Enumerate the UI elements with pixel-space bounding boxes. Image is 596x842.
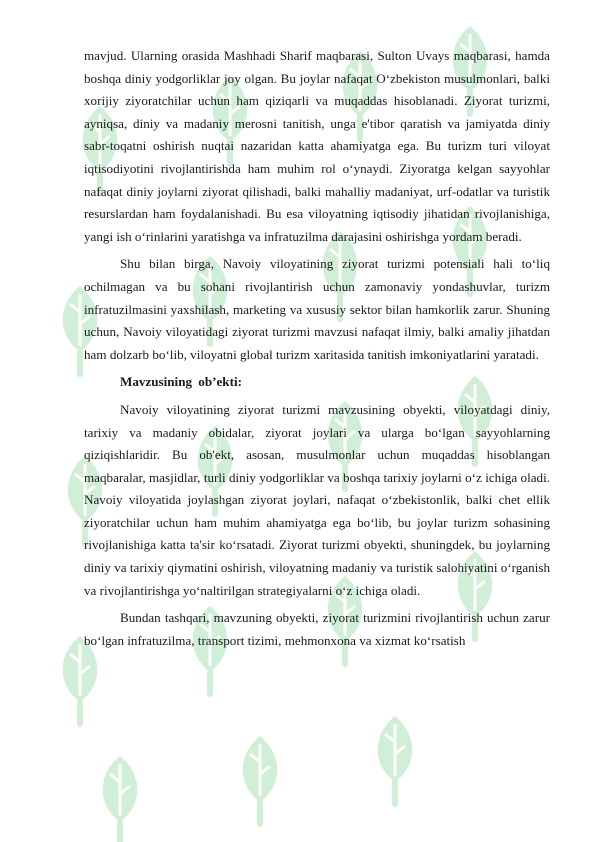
leaf-logo-icon: [365, 712, 425, 808]
leaf-logo-icon: [90, 752, 150, 842]
paragraph-potential: Shu bilan birga, Navoiy viloyatining ziyorat turizmi potensiali hali to‘liq ochilmagan va bu sohani rivojlantirish uchun zamonaviy yondashuvlar, turizm infratuzilmasini yaxshilash, marketing va xususiy sektor bilan hamkorlik zarur. Shuning uchun, Navoiy viloyatidagi ziyorat turizmi mavzusi nafaqat ilmiy, balki amaliy jihatdan ham dolzarb bo‘lib, viloyatni global turizm xaritasida tanitish imkoniyatlarini yaratadi.: [84, 256, 550, 362]
paragraph-continuation: mavjud. Ularning orasida Mashhadi Sharif maqbarasi, Sulton Uvays maqbarasi, hamda boshqa diniy yodgorliklar joy olgan. Bu joylar nafaqat O‘zbekiston musulmonlari, balki xorijiy ziyoratchilar uchun ham qiziqarli va muqaddas hisoblanadi. Ziyorat turizmi, ayniqsa, diniy va madaniy merosni tanitish, unga e'tibor qaratish va jamiyatda diniy sabr-toqatni oshirish nuqtai nazaridan katta ahamiyatga ega. Bu turizm turi viloyat iqtisodiyotini rivojlantirishda ham muhim rol o‘ynaydi. Ziyoratga kelgan sayyohlar nafaqat diniy joylarni ziyorat qilishadi, balki mahalliy madaniyat, urf-odatlar va turistik resurslardan ham foydalanishadi. Bu esa viloyatning iqtisodiy jihatidan rivojlanishiga, yangi ish o‘rinlarini yaratishga va infratuzilma darajasini oshirishga yordam beradi.: [84, 48, 550, 244]
paragraph-object-description: Navoiy viloyatining ziyorat turizmi mavzusining obyekti, viloyatdagi diniy, tarixiy va madaniy obidalar, ziyorat joylari va ularga bo‘lgan sayyohlarning qiziqishlaridir. Bu ob'ekt, asosan, musulmonlar uchun muqaddas hisoblangan maqbaralar, masjidlar, turli diniy yodgorliklar va boshqa tarixiy joylarni o‘z ichiga oladi. Navoiy viloyatida joylashgan ziyorat joylari, nafaqat o‘zbekistonlik, balki chet ellik ziyoratchilar uchun ham muhim ahamiyatga ega bo‘lib, bu joylar turizm sohasining rivojlanishiga katta ta'sir ko‘rsatadi. Ziyorat turizmi obyekti, shuningdek, bu joylarning diniy va tarixiy qiymatini oshirish, viloyatning madaniy va turistik salohiyatini o‘rganish va rivojlantirishga yo‘naltirilgan strategiyalarni o‘z ichiga oladi.: [84, 401, 550, 598]
section-heading-object: Mavzusining ob’ekti:: [120, 374, 242, 390]
document-page: [84, 45, 550, 657]
leaf-logo-icon: [230, 732, 290, 828]
paragraph-infrastructure: Bundan tashqari, mavzuning obyekti, ziyorat turizmini rivojlantirish uchun zarur bo‘lgan infratuzilma, transport tizimi, mehmonxona va xizmat ko‘rsatish: [84, 610, 550, 648]
